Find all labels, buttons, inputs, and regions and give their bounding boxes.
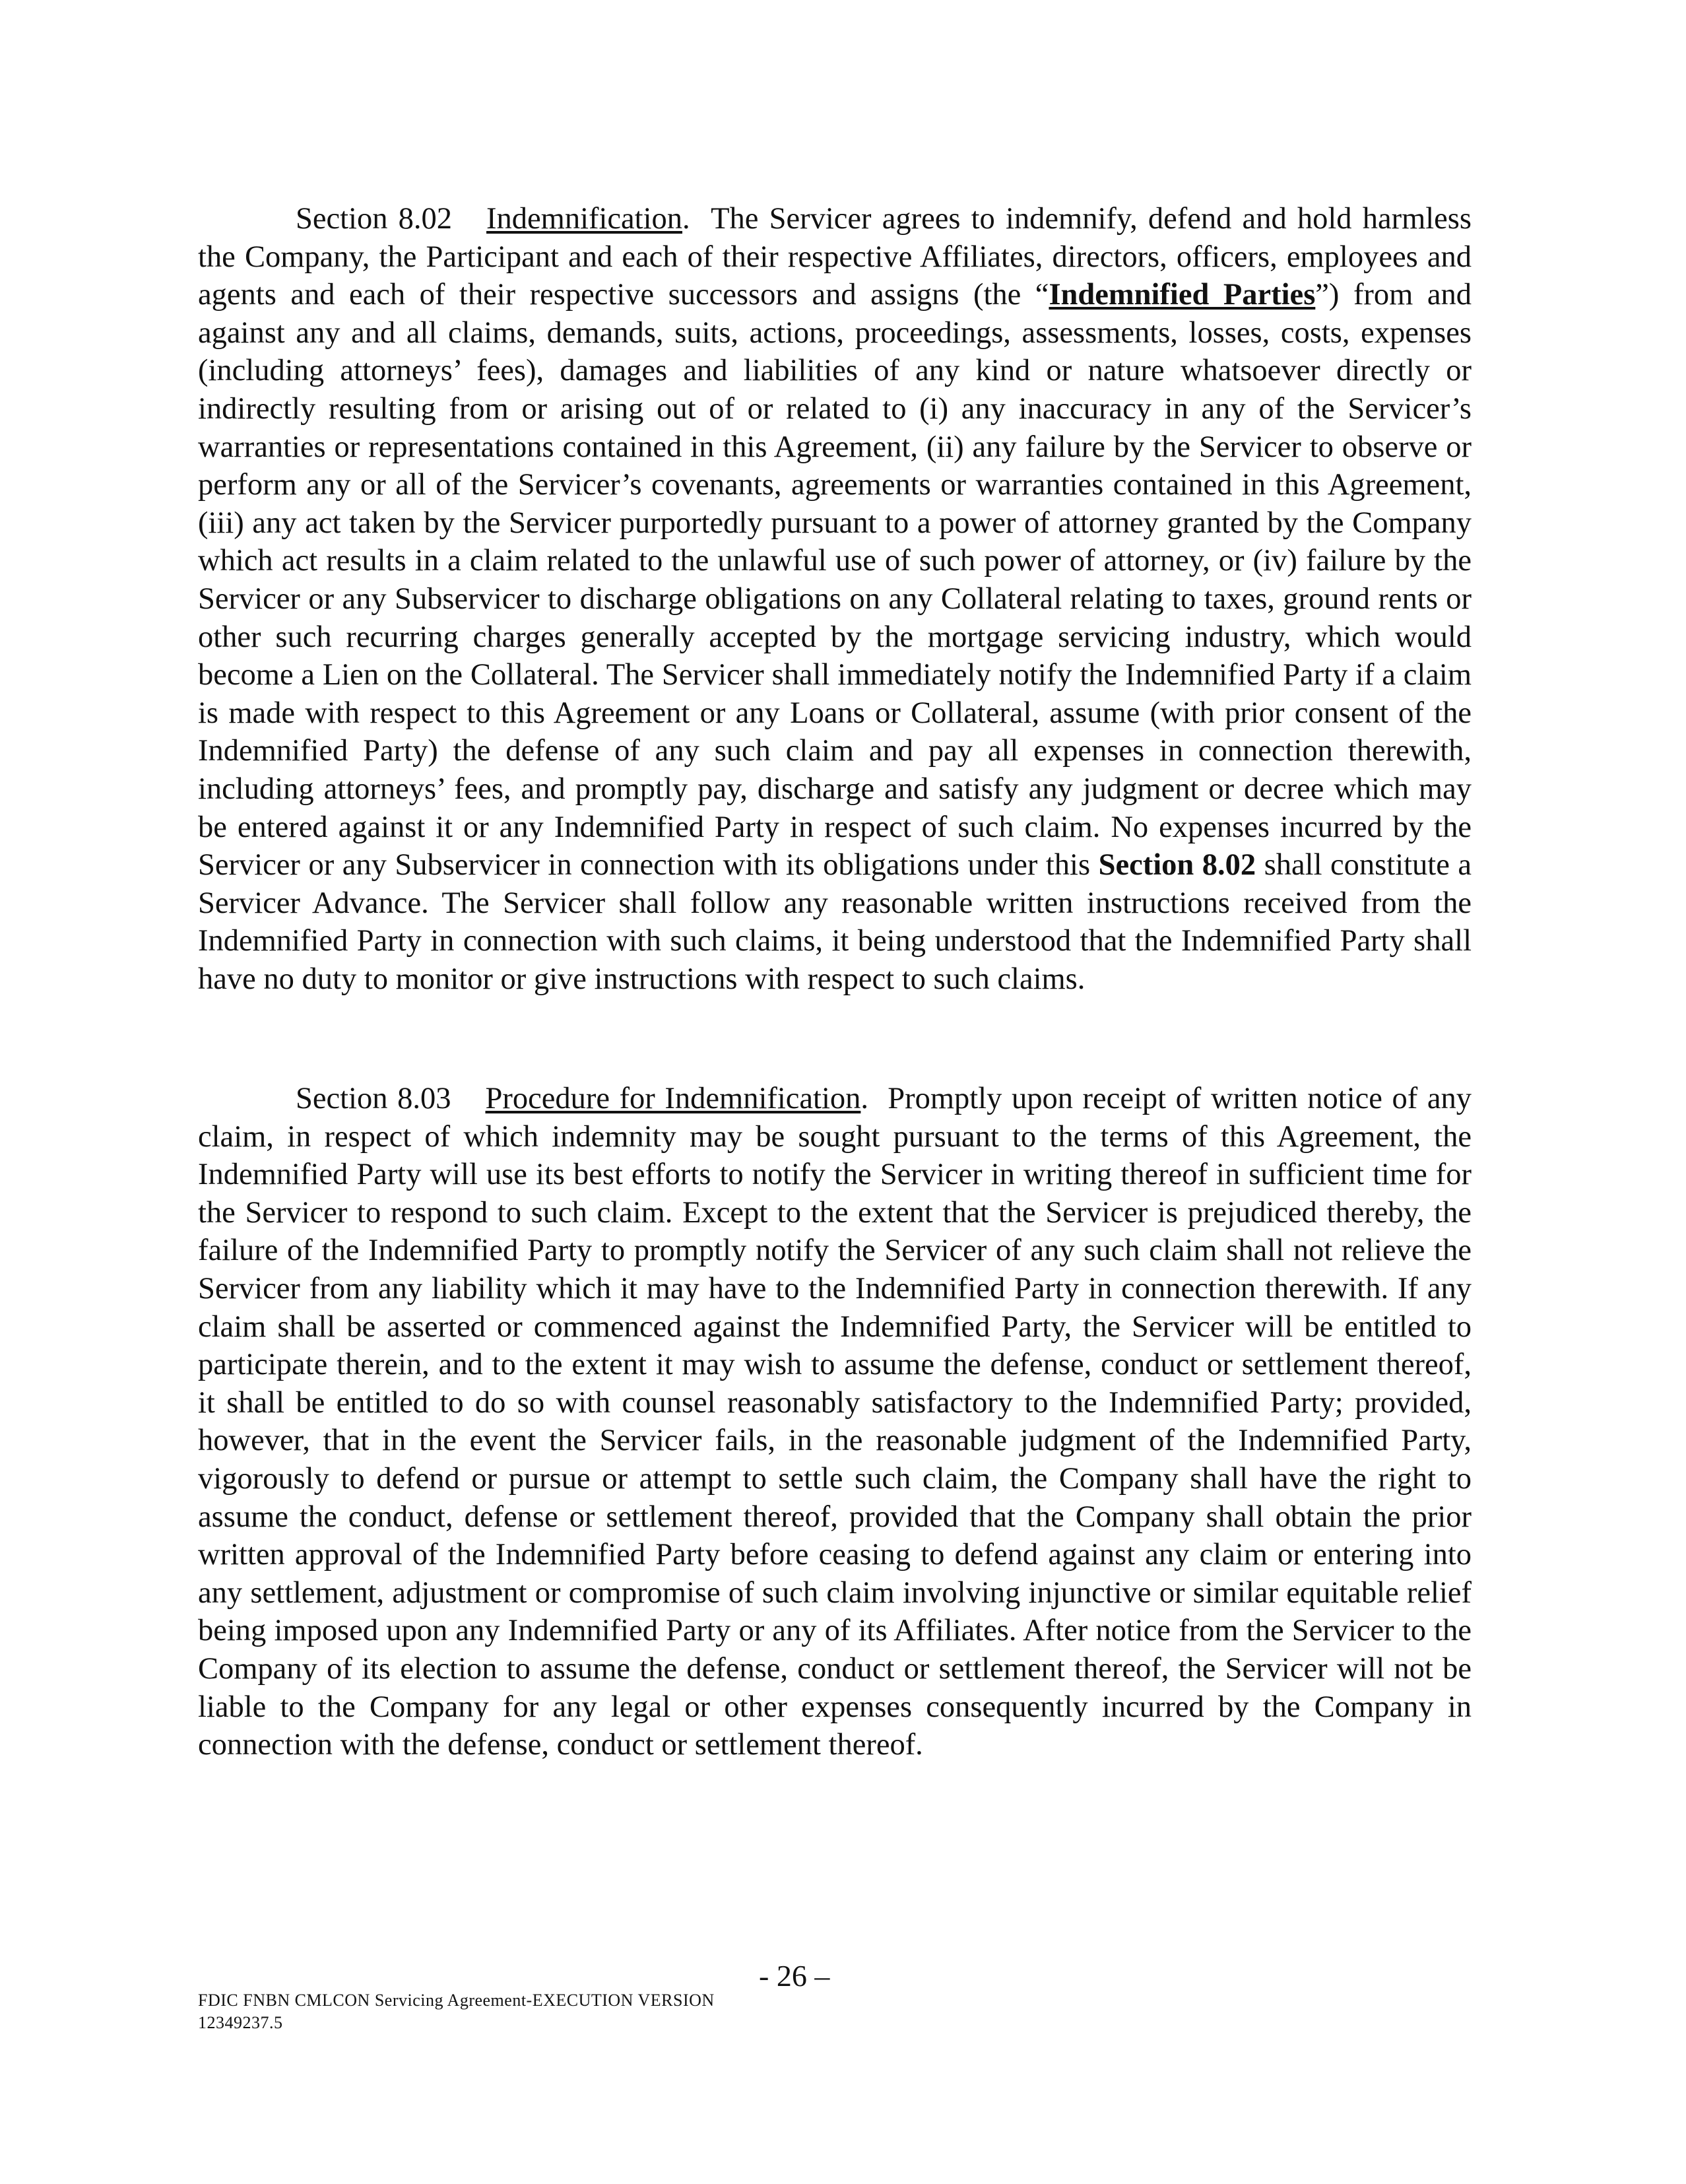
section-reference: Section 8.02 [1098,848,1256,882]
section-number: Section 8.02 [296,202,453,236]
section-text: ”) from and against any and all claims, demands, suits, actions, proceedings, assessments, losses, costs, expenses (including attorneys’ fees), damages and liabilities of any kind or nature whatsoever directly or indirectly resulting from or arising out of or related to (i) any inaccuracy in any of the Servicer’s warranties or representations contained in this Agreement, (ii) any failure by the Servicer to observe or perform any or all of the Servicer’s covenants, agreements or warranties contained in this Agreement, (iii) any act taken by the Servicer purportedly pursuant to a power of attorney granted by the Company which act results in a claim related to the unlawful use of such power of attorney, or (iv) failure by the Servicer or any Subservicer to discharge obligations on any Collateral relating to taxes, ground rents or other such recurring charges generally accepted by the mortgage servicing industry, which would become a Lien on the Collateral. The Servicer shall immediately notify the Indemnified Party if a claim is made with respect to this Agreement or any Loans or Collateral, assume (with prior consent of the Indemnified Party) the defense of any such claim and pay all expenses in connection therewith, including attorneys’ fees, and promptly pay, discharge and satisfy any judgment or decree which may be entered against it or any Indemnified Party in respect of such claim. No expenses incurred by the Servicer or any Subservicer in connection with its obligations under this [198,278,1472,882]
section-8-03-paragraph: Section 8.03 Procedure for Indemnification. Promptly upon receipt of written notice of any claim, in respect of which indemnity may be sought pursuant to the terms of this Agreement, the Indemnified Party will use its best efforts to notify the Servicer in writing thereof in sufficient time for the Servicer to respond to such claim. Except to the extent that the Servicer is prejudiced thereby, the failure of the Indemnified Party to promptly notify the Servicer of any such claim shall not relieve the Servicer from any liability which it may have to the Indemnified Party in connection therewith. If any claim shall be asserted or commenced against the Indemnified Party, the Servicer will be entitled to participate therein, and to the extent it may wish to assume the defense, conduct or settlement thereof, it shall be entitled to do so with counsel reasonably satisfactory to the Indemnified Party; provided, however, that in the event the Servicer fails, in the reasonable judgment of the Indemnified Party, vigorously to defend or pursue or attempt to settle such claim, the Company shall have the right to assume the conduct, defense or settlement thereof, provided that the Company shall obtain the prior written approval of the Indemnified Party before ceasing to defend against any claim or entering into any settlement, adjustment or compromise of such claim involving injunctive or similar equitable relief being imposed upon any Indemnified Party or any of its Affiliates. After notice from the Servicer to the Company of its election to assume the defense, conduct or settlement thereof, the Servicer will not be liable to the Company for any legal or other expenses consequently incurred by the Company in connection with the defense, conduct or settlement thereof. [198,1082,1472,1762]
section-text: The Servicer agrees to indemnify, defend and hold harmless the Company, the Participant and each of their respective Affiliates, directors, officers, employees and agents and each of their respective successors and assigns (the “ [198,202,1472,312]
footer-doc-id: 12349237.5 [198,2013,283,2032]
section-number: Section 8.03 [296,1082,451,1115]
page-number: - 26 – [759,1959,830,1993]
defined-term: Indemnified Parties [1049,278,1316,312]
document-footer [198,1989,715,2034]
section-heading: Indemnification [486,202,683,236]
footer-doc-name: FDIC FNBN CMLCON Servicing Agreement-EXECUTION VERSION [198,1991,715,2010]
section-heading: Procedure for Indemnification [485,1082,861,1115]
section-text: shall constitute a Servicer Advance. The Servicer shall follow any reasonable written instructions received from the Indemnified Party in connection with such claims, it being understood that the Indemnified Party shall have no duty to monitor or give instructions with respect to such claims. [198,848,1472,996]
section-8-02-paragraph: Section 8.02 Indemnification. The Servicer agrees to indemnify, defend and hold harmless the Company, the Participant and each of their respective Affiliates, directors, officers, employees and agents and each of their respective successors and assigns (the “Indemnified Parties”) from and against any and all claims, demands, suits, actions, proceedings, assessments, losses, costs, expenses (including attorneys’ fees), damages and liabilities of any kind or nature whatsoever directly or indirectly resulting from or arising out of or related to (i) any inaccuracy in any of the Servicer’s warranties or representations contained in this Agreement, (ii) any failure by the Servicer to observe or perform any or all of the Servicer’s covenants, agreements or warranties contained in this Agreement, (iii) any act taken by the Servicer purportedly pursuant to a power of attorney granted by the Company which act results in a claim related to the unlawful use of such power of attorney, or (iv) failure by the Servicer or any Subservicer to discharge obligations on any Collateral relating to taxes, ground rents or other such recurring charges generally accepted by the mortgage servicing industry, which would become a Lien on the Collateral. The Servicer shall immediately notify the Indemnified Party if a claim is made with respect to this Agreement or any Loans or Collateral, assume (with prior consent of the Indemnified Party) the defense of any such claim and pay all expenses in connection therewith, including attorneys’ fees, and promptly pay, discharge and satisfy any judgment or decree which may be entered against it or any Indemnified Party in respect of such claim. No expenses incurred by the Servicer or any Subservicer in connection with its obligations under this Section 8.02 shall constitute a Servicer Advance. The Servicer shall follow any reasonable written instructions received from the Indemnified Party in connection with such claims, it being understood that the Indemnified Party shall have no duty to monitor or give instructions with respect to such claims. [198,202,1472,996]
section-text: Promptly upon receipt of written notice of any claim, in respect of which indemnity may be sought pursuant to the terms of this Agreement, the Indemnified Party will use its best efforts to notify the Servicer in writing thereof in sufficient time for the Servicer to respond to such claim. Except to the extent that the Servicer is prejudiced thereby, the failure of the Indemnified Party to promptly notify the Servicer of any such claim shall not relieve the Servicer from any liability which it may have to the Indemnified Party in connection therewith. If any claim shall be asserted or commenced against the Indemnified Party, the Servicer will be entitled to participate therein, and to the extent it may wish to assume the defense, conduct or settlement thereof, it shall be entitled to do so with counsel reasonably satisfactory to the Indemnified Party; provided, however, that in the event the Servicer fails, in the reasonable judgment of the Indemnified Party, vigorously to defend or pursue or attempt to settle such claim, the Company shall have the right to assume the conduct, defense or settlement thereof, provided that the Company shall obtain the prior written approval of the Indemnified Party before ceasing to defend against any claim or entering into any settlement, adjustment or compromise of such claim involving injunctive or similar equitable relief being imposed upon any Indemnified Party or any of its Affiliates. After notice from the Servicer to the Company of its election to assume the defense, conduct or settlement thereof, the Servicer will not be liable to the Company for any legal or other expenses consequently incurred by the Company in connection with the defense, conduct or settlement thereof. [198,1082,1472,1762]
